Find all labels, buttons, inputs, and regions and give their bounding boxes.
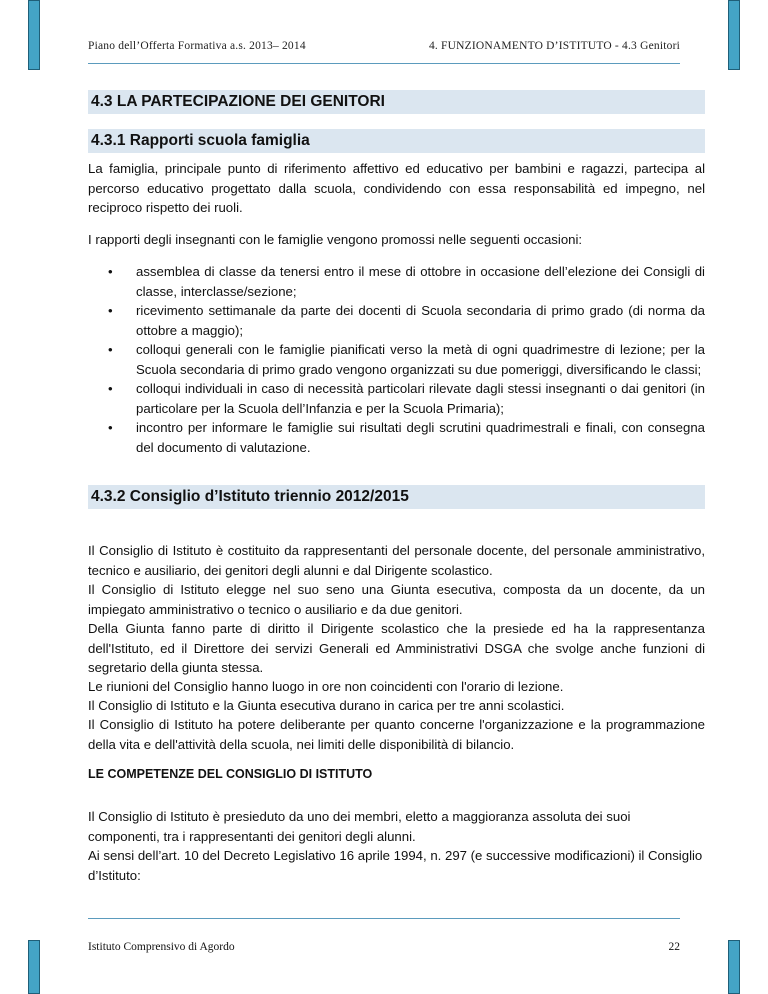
list-item-text: colloqui generali con le famiglie pianificati verso la metà di ogni quadrimestre di lezione; per la Scuola secondaria di primo grado vengono organizzati su due pomeriggi, diversificando le classi;: [136, 342, 705, 377]
list-item: [108, 379, 705, 418]
side-bar-bottom-left: [28, 940, 40, 994]
bullet-icon: •: [108, 342, 113, 357]
occasions-list: [108, 262, 705, 457]
page-number: 22: [668, 941, 680, 953]
list-item-text: assemblea di classe da tenersi entro il mese di ottobre in occasione dell’elezione dei Consigli di classe, interclasse/sezione;: [136, 264, 705, 299]
header-section-title: 4. FUNZIONAMENTO D’ISTITUTO - 4.3 Genitori: [428, 40, 680, 52]
header-rule: [88, 63, 680, 64]
consiglio-paragraph: Della Giunta fanno parte di diritto il Dirigente scolastico che la presiede ed ha la rappresentanza dell'Istituto, ed il Direttore dei servizi Generali ed Amministrativi DSGA che svolge anche funzioni di segretario della giunta stessa.: [88, 621, 705, 675]
bullet-icon: •: [108, 420, 113, 435]
competenze-paragraph: Ai sensi dell’art. 10 del Decreto Legislativo 16 aprile 1994, n. 297 (e successive modificazioni) il Consiglio d’Istituto:: [88, 848, 703, 883]
header-document-title: Piano dell’Offerta Formativa a.s. 2013– 2014: [88, 40, 306, 52]
bullet-icon: •: [108, 303, 113, 318]
bullet-icon: •: [108, 381, 113, 396]
section-heading-4-3-2: 4.3.2 Consiglio d’Istituto triennio 2012/2015: [88, 485, 705, 509]
footer-school-name: Istituto Comprensivo di Agordo: [88, 941, 235, 953]
list-item: [108, 301, 705, 340]
side-bar-bottom-right: [728, 940, 740, 994]
footer-rule: [88, 918, 680, 919]
list-item-text: ricevimento settimanale da parte dei docenti di Scuola secondaria di primo grado (di norma da ottobre a maggio);: [136, 303, 705, 338]
section-heading-4-3-1: 4.3.1 Rapporti scuola famiglia: [88, 129, 705, 153]
list-item: [108, 340, 705, 379]
consiglio-paragraph: Il Consiglio di Istituto ha potere deliberante per quanto concerne l'organizzazione e la programmazione della vita e dell'attività della scuola, nei limiti delle disponibilità di bilancio.: [88, 717, 705, 752]
list-item: [108, 262, 705, 301]
list-item: [108, 418, 705, 457]
intro-paragraph: La famiglia, principale punto di riferimento affettivo ed educativo per bambini e ragazzi, partecipa al percorso educativo progettato dalla scuola, condividendo con essa responsabilità ed impegno, nel reciproco rispetto dei ruoli.: [88, 161, 705, 215]
competenze-title: LE COMPETENZE DEL CONSIGLIO DI ISTITUTO: [88, 767, 373, 781]
rapporti-intro-paragraph: I rapporti degli insegnanti con le famiglie vengono promossi nelle seguenti occasioni:: [88, 232, 583, 247]
list-item-text: incontro per informare le famiglie sui risultati degli scrutini quadrimestrali e finali, con consegna del documento di valutazione.: [136, 420, 705, 455]
consiglio-paragraph: Le riunioni del Consiglio hanno luogo in ore non coincidenti con l'orario di lezione.: [88, 679, 564, 694]
consiglio-paragraph: Il Consiglio di Istituto elegge nel suo seno una Giunta esecutiva, composta da un docente, da un impiegato amministrativo o tecnico o ausiliario e da due genitori.: [88, 582, 705, 617]
side-bar-top-left: [28, 0, 40, 70]
consiglio-paragraph: Il Consiglio di Istituto è costituito da rappresentanti del personale docente, del personale amministrativo, tecnico e ausiliario, dei genitori degli alunni e dal Dirigente scolastico.: [88, 543, 705, 578]
consiglio-paragraph: Il Consiglio di Istituto e la Giunta esecutiva durano in carica per tre anni scolastici.: [88, 698, 565, 713]
section-heading-4-3: 4.3 LA PARTECIPAZIONE DEI GENITORI: [88, 90, 705, 114]
bullet-icon: •: [108, 264, 113, 279]
side-bar-top-right: [728, 0, 740, 70]
competenze-paragraph: Il Consiglio di Istituto è presieduto da uno dei membri, eletto a maggioranza assoluta dei suoi componenti, tra i rappresentanti dei genitori degli alunni.: [88, 809, 631, 844]
list-item-text: colloqui individuali in caso di necessità particolari rilevate dagli stessi insegnanti o dai genitori (in particolare per la Scuola dell’Infanzia e per la Scuola Primaria);: [136, 381, 705, 416]
